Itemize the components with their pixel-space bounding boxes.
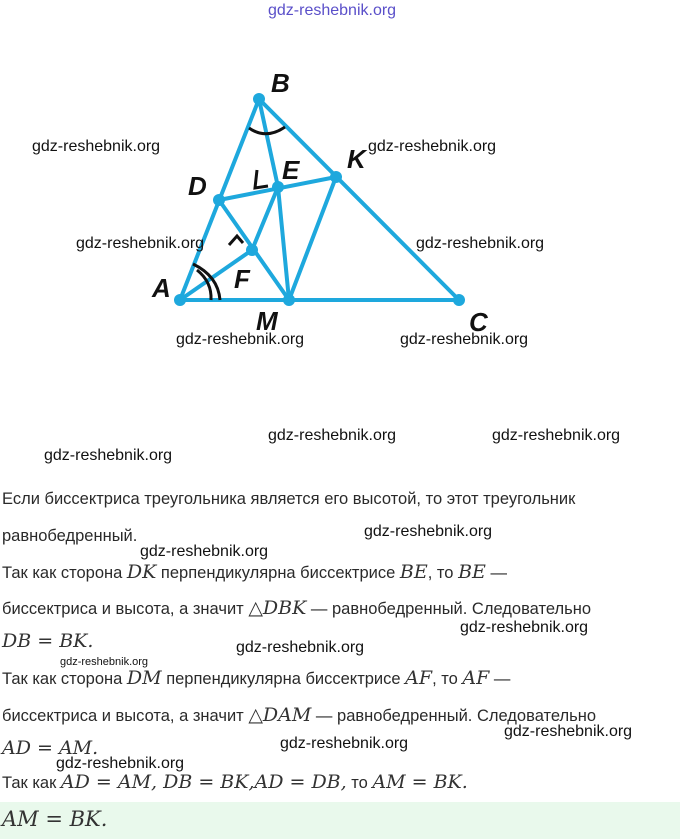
math-be: BE [458,561,486,583]
solution-line-5 [2,630,93,652]
label-m: M [256,306,278,336]
text: , то [432,670,463,688]
solution-line-9 [2,771,468,793]
text: перпендикулярна биссектрисе [161,670,406,688]
watermark: gdz-reshebnik.org [280,735,409,752]
watermark: gdz-reshebnik.org [44,447,173,464]
text: перпендикулярна биссектрисе [156,564,400,582]
solution-line-4 [2,597,591,619]
watermark: gdz-reshebnik.org [364,523,493,540]
label-b: B [271,68,290,98]
watermark: gdz-reshebnik.org [400,331,529,348]
watermark: gdz-reshebnik.org [504,723,633,740]
segment-f-e [252,187,278,250]
text: биссектриса и высота, а значит [2,707,249,725]
label-k: K [347,144,366,174]
watermark: gdz-reshebnik.org [460,619,589,636]
label-d: D [188,171,207,201]
text: — [485,564,507,582]
point-a [174,294,186,306]
watermark: gdz-reshebnik.org [492,427,621,444]
math-equalities: AD = AM, DB = BK,AD = DB, [60,771,347,793]
text: равнобедренный. [2,527,138,545]
text: — равнобедренный. Следовательно [311,707,597,725]
math-db-bk: DB = BK. [2,630,94,652]
text: то [346,774,373,792]
math-ad-am: AD = AM. [2,737,99,759]
math-triangle-dam: △DAM [248,704,312,726]
solution-line-1 [2,490,575,509]
text: , то [427,564,459,582]
point-c [453,294,465,306]
watermark: gdz-reshebnik.org [416,235,545,252]
right-angle-f [229,236,243,245]
watermark: gdz-reshebnik.org [140,543,269,560]
answer-box [0,802,680,839]
label-c: C [469,307,488,337]
point-m [283,294,295,306]
watermark: gdz-reshebnik.org [176,331,305,348]
watermark: gdz-reshebnik.org [236,639,365,656]
watermark: gdz-reshebnik.org [60,656,149,668]
text: — равнобедренный. Следовательно [306,600,592,618]
side-bc [259,99,459,300]
math-am-bk: AM = BK. [372,771,468,793]
point-f [246,244,258,256]
math-be: BE [399,561,428,583]
label-a: A [152,273,171,303]
text: Так как [2,774,61,792]
solution-line-7 [2,704,596,726]
text: Так как сторона [2,564,127,582]
watermark: gdz-reshebnik.org [368,138,497,155]
bisector-be [259,99,278,187]
math-dm: DM [126,667,162,689]
math-af: AF [462,667,490,689]
watermark: gdz-reshebnik.org [76,235,205,252]
point-d [213,194,225,206]
point-b [253,93,265,105]
solution-line-8 [2,737,98,759]
answer-text: AM = BK. [2,807,108,831]
site-link[interactable]: gdz-reshebnik.org [268,2,397,19]
point-k [330,171,342,183]
watermark: gdz-reshebnik.org [56,755,185,772]
math-triangle-dbk: △DBK [248,597,307,619]
label-e: E [282,155,300,185]
math-af: AF [405,667,433,689]
solution-line-3 [2,561,507,583]
text: биссектриса и высота, а значит [2,600,249,618]
solution-line-2 [2,527,137,546]
label-f: F [234,264,250,294]
right-angle-e [255,170,268,188]
solution-line-6 [2,667,510,689]
text: Если биссектриса треугольника является его высотой, то этот треугольник [2,490,576,508]
math-dk: DK [126,561,157,583]
watermark: gdz-reshebnik.org [268,427,397,444]
text: — [489,670,511,688]
watermark: gdz-reshebnik.org [32,138,161,155]
segment-k-m [289,177,336,300]
segment-e-m [278,187,289,300]
text: Так как сторона [2,670,127,688]
